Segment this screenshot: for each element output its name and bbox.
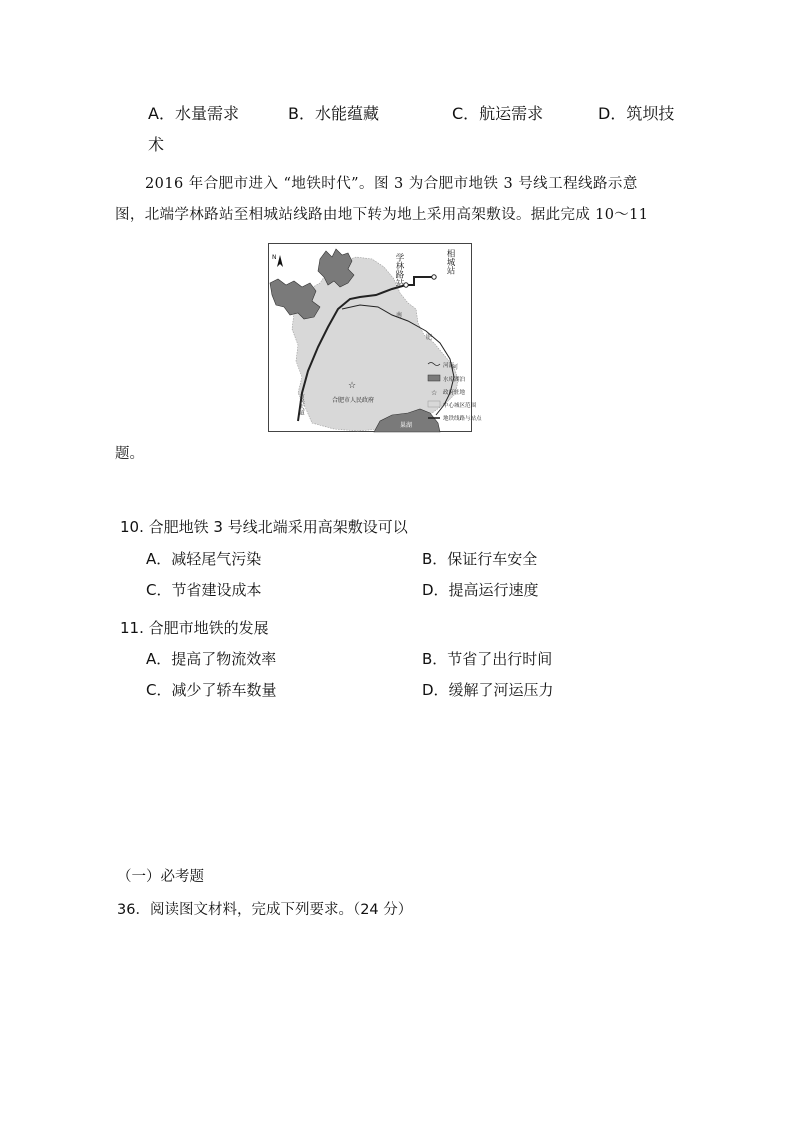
station-label-xiangcheng: 相城站	[445, 249, 455, 275]
road-label: 方兴大道	[298, 393, 304, 415]
river-char-2: 肥	[426, 334, 433, 341]
q36-stem: 36．阅读图文材料，完成下列要求。（24 分）	[117, 902, 413, 918]
q11-option-b: B．节省了出行时间	[422, 650, 553, 668]
q11-option-c: C．减少了轿车数量	[146, 681, 277, 699]
legend-water: 水库湖泊	[443, 377, 466, 383]
intro-line-2: 图，北端学林路站至相城站线路由地下转为地上采用高架敷设。据此完成 10～11	[115, 207, 649, 223]
legend-metro: 地铁线路与站点	[443, 416, 482, 422]
q11-option-a: A．提高了物流效率	[146, 650, 277, 668]
q9-option-a: A．水量需求	[148, 104, 239, 123]
station-xuelin-road	[404, 283, 408, 287]
intro-line-1: 2016 年合肥市进入 “地铁时代”。图 3 为合肥市地铁 3 号线工程线路示意	[145, 176, 638, 192]
legend-urban: 中心城区范围	[443, 403, 477, 409]
hefei-metro-line3-map	[268, 243, 482, 432]
north-label: N	[272, 254, 277, 261]
station-label-xuelin-road: 学林路站	[394, 253, 404, 287]
q10-option-d: D．提高运行速度	[422, 581, 539, 599]
legend-urban-symbol	[428, 401, 440, 407]
q10-option-b: B．保证行车安全	[422, 550, 538, 568]
q11-stem: 11. 合肥市地铁的发展	[120, 619, 269, 637]
river-char-1: 南	[396, 312, 403, 319]
q9-option-d: D．筑坝技	[598, 104, 675, 123]
section-heading: （一）必考题	[117, 869, 204, 885]
government-label: 合肥市人民政府	[332, 397, 375, 404]
q10-option-a: A．减轻尾气污染	[146, 550, 262, 568]
legend-river: 河流	[443, 363, 455, 369]
intro-line-3: 题。	[115, 446, 144, 462]
lake-label: 巢湖	[400, 422, 413, 429]
legend-gov-symbol: ☆	[431, 389, 438, 397]
q9-option-c: C．航运需求	[452, 104, 544, 123]
government-star-icon: ☆	[347, 381, 357, 391]
q9-option-b: B．水能蕴藏	[288, 104, 379, 123]
q11-option-d: D．缓解了河运压力	[422, 681, 554, 699]
river-char-3: 河	[452, 364, 459, 371]
q9-option-d-wrap: 术	[148, 135, 165, 154]
legend-gov: 政府驻地	[443, 390, 466, 396]
legend-water-symbol	[428, 375, 440, 381]
q10-option-c: C．节省建设成本	[146, 581, 262, 599]
q10-stem: 10. 合肥地铁 3 号线北端采用高架敷设可以	[120, 518, 408, 536]
station-xiangcheng	[432, 275, 436, 279]
